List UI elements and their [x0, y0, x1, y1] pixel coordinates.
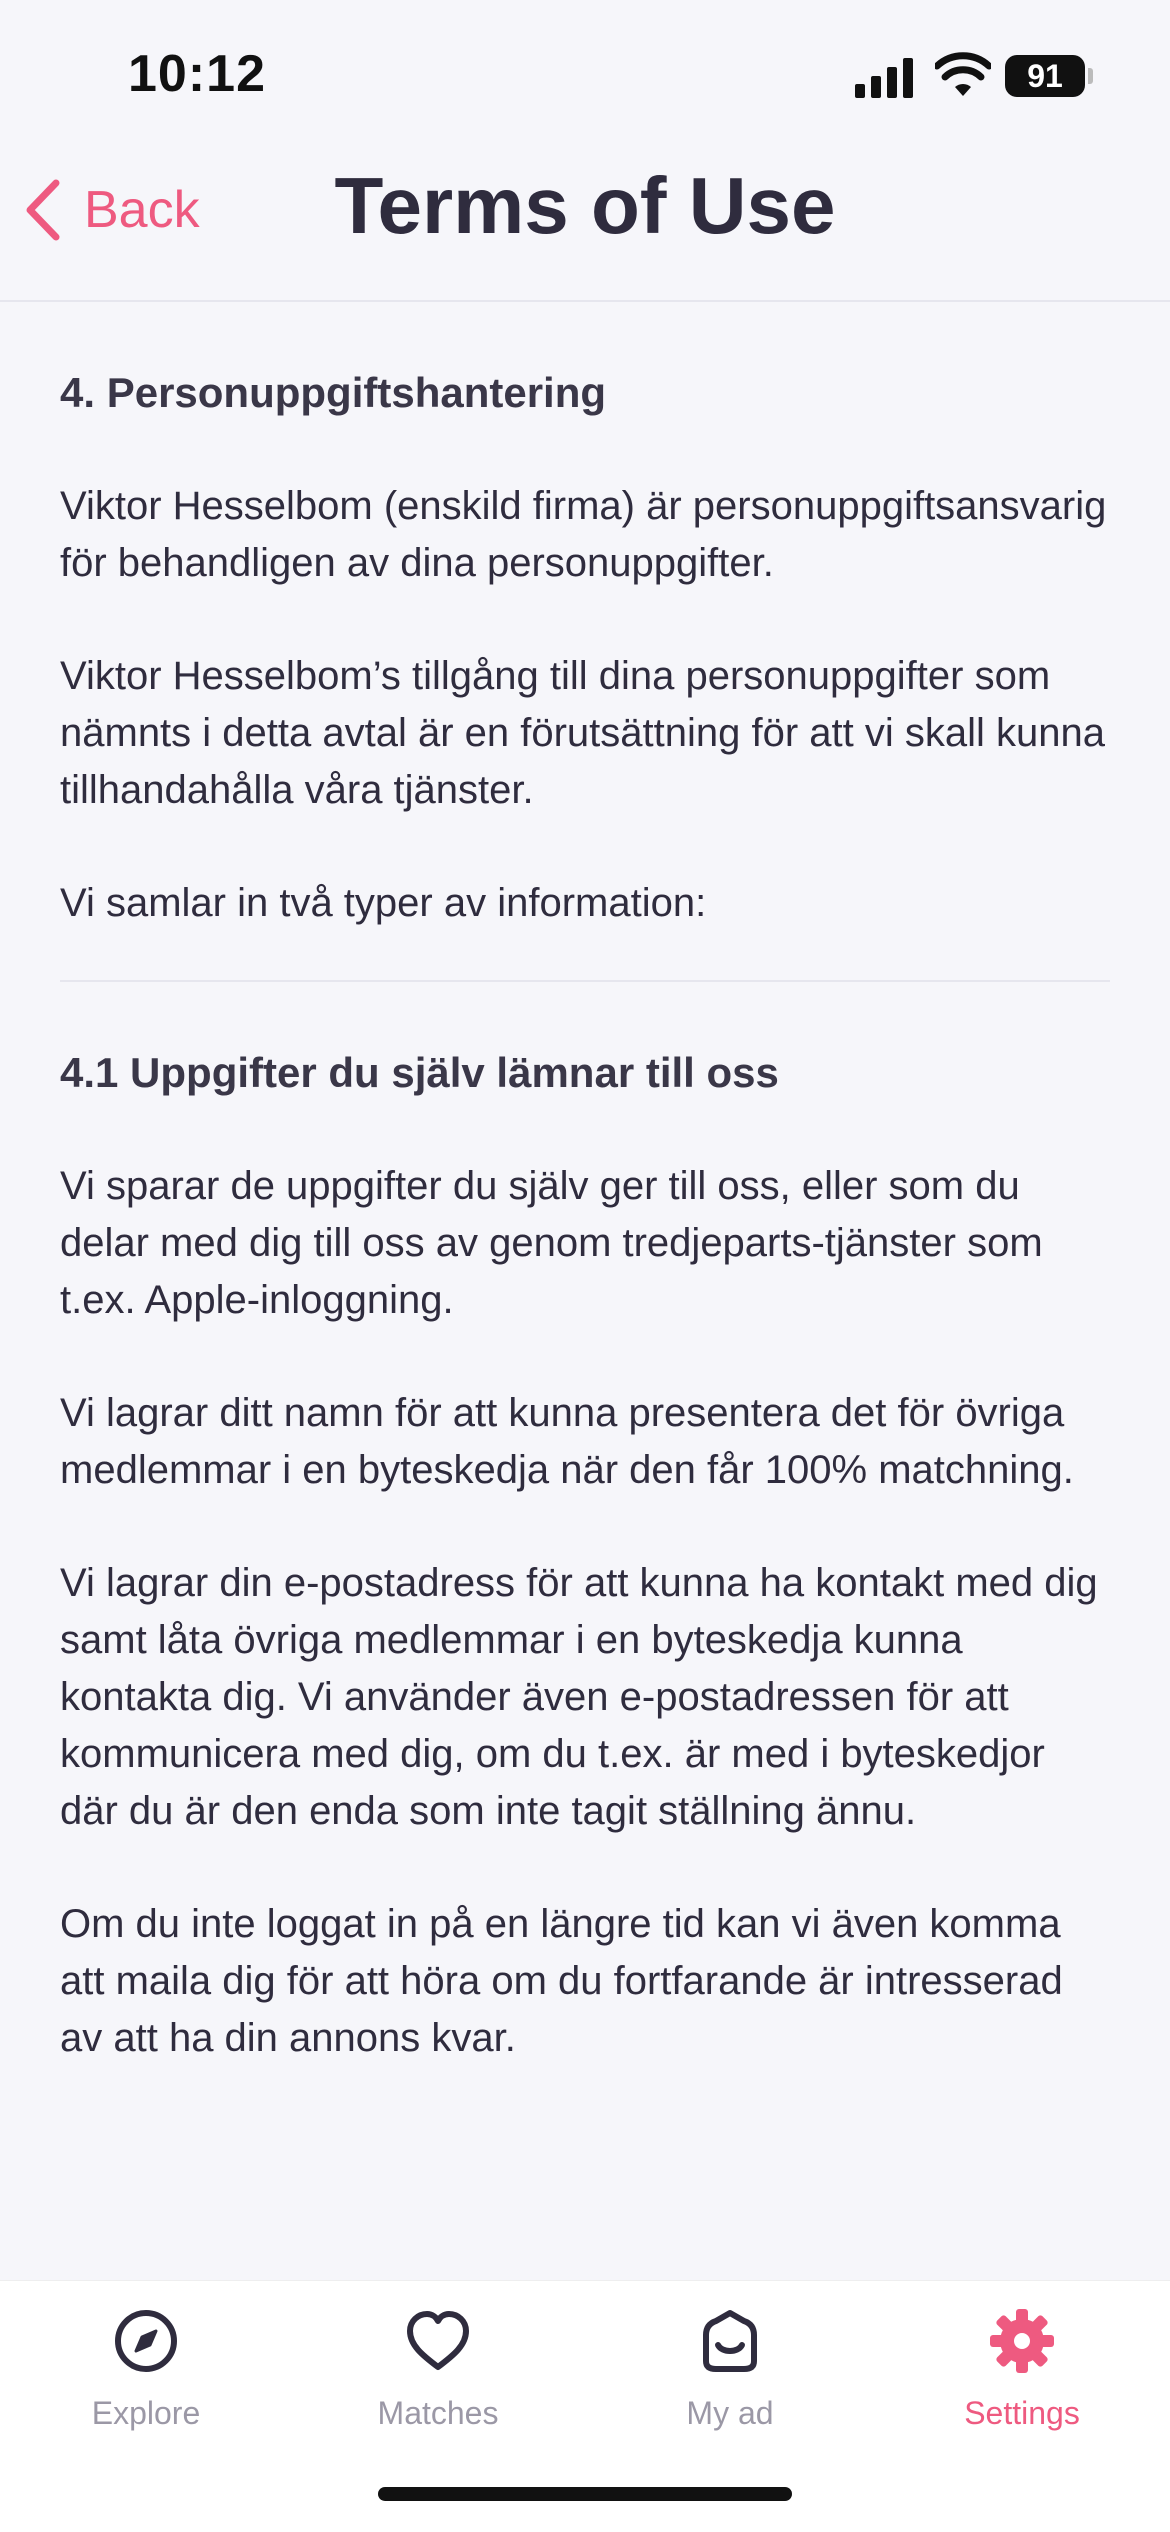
tab-settings[interactable] [876, 2305, 1168, 2465]
paragraph: Viktor Hesselbom’s tillgång till dina personuppgifter som nämnts i detta avtal är en förutsättning för att vi skall kunna tillhandahålla våra tjänster. [60, 654, 1105, 812]
battery-cap [1088, 68, 1093, 84]
tab-label: My ad [686, 2395, 774, 2431]
tab-label: Settings [964, 2395, 1080, 2431]
page-title: Terms of Use [334, 161, 836, 250]
paragraph: Viktor Hesselbom (enskild firma) är personuppgiftsansvarig för behandligen av dina personuppgifter. [60, 484, 1107, 585]
wifi-icon [935, 52, 991, 98]
status-time: 10:12 [128, 45, 266, 103]
battery-level: 91 [1005, 55, 1085, 97]
bag-icon [694, 2305, 766, 2377]
gear-icon [986, 2305, 1058, 2377]
paragraph: Vi lagrar ditt namn för att kunna presentera det för övriga medlemmar i en byteskedja när den får 100% matchning. [60, 1391, 1074, 1492]
cellular-signal-icon [855, 56, 915, 98]
battery-icon [1005, 55, 1093, 97]
paragraph: Vi samlar in två typer av information: [60, 881, 707, 925]
tab-explore[interactable] [0, 2305, 292, 2465]
tab-my-ad[interactable] [584, 2305, 876, 2465]
heart-icon [402, 2305, 474, 2377]
chevron-left-icon [22, 177, 66, 243]
section-heading: 4. Personuppgiftshantering [60, 369, 607, 416]
tab-label: Explore [91, 2395, 201, 2431]
terms-content[interactable] [60, 302, 1110, 2280]
section-personal-data [60, 302, 1110, 932]
paragraph: Vi lagrar din e-postadress för att kunna ha kontakt med dig samt låta övriga medlemmar i en byteskedja kunna kontakta dig. Vi använder även e-postadressen för att kommunicera med dig, om du t.ex. är med i byteskedjor där du är den enda som inte tagit ställning ännu. [60, 1561, 1098, 1833]
home-indicator [378, 2487, 792, 2501]
paragraph: Vi sparar de uppgifter du själv ger till oss, eller som du delar med dig till oss av genom tredjeparts-tjänster som t.ex. Apple-inloggning. [60, 1164, 1043, 1322]
section-data-you-provide [60, 980, 1110, 2067]
compass-icon [110, 2305, 182, 2377]
tab-label: Matches [377, 2395, 499, 2431]
status-bar [0, 0, 1170, 150]
paragraph: Om du inte loggat in på en längre tid kan vi även komma att maila dig för att höra om du fortfarande är intresserad av att ha din annons kvar. [60, 1902, 1063, 2060]
back-button[interactable] [22, 170, 200, 250]
tab-matches[interactable] [292, 2305, 584, 2465]
section-heading: 4.1 Uppgifter du själv lämnar till oss [60, 1049, 779, 1096]
navigation-bar [0, 150, 1170, 302]
back-button-label: Back [84, 181, 200, 239]
